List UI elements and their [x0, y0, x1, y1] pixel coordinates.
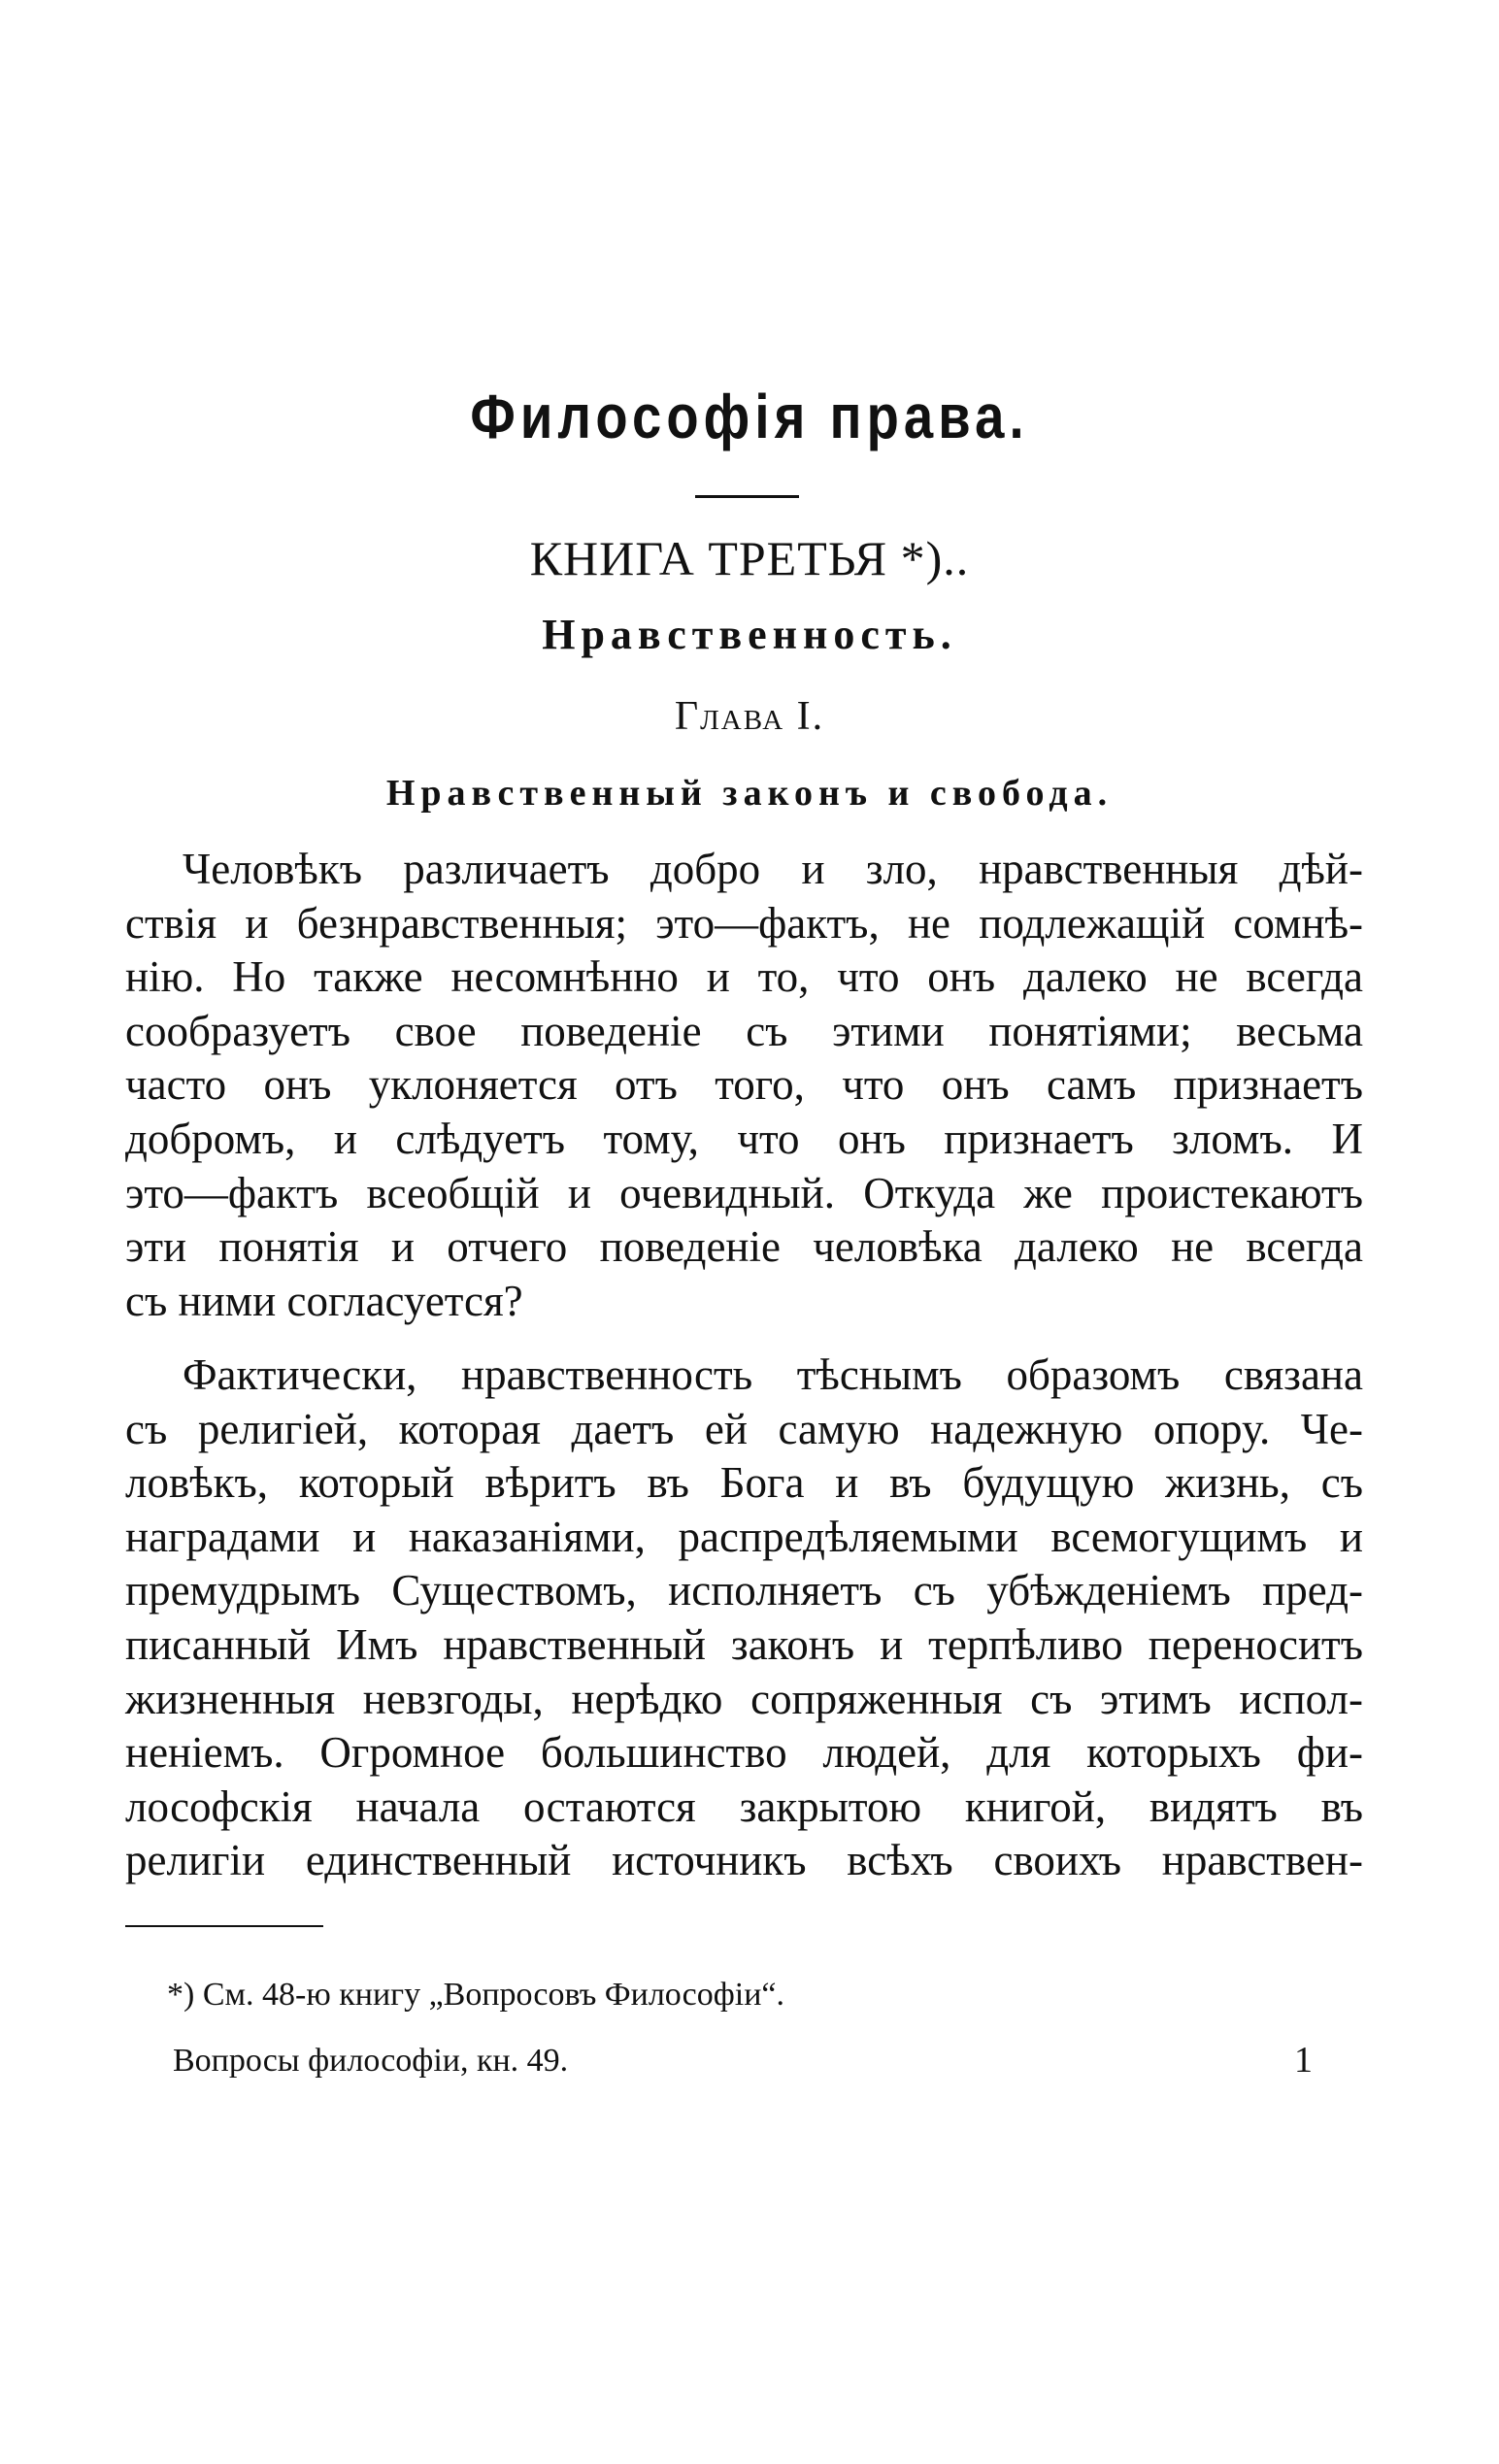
part-heading: Нравственность. — [542, 611, 957, 658]
paragraph-1 — [125, 843, 1363, 1328]
chapter-heading: Глава I. — [674, 694, 825, 739]
text-line: ствія и безнравственныя; это—фактъ, не подлежащій сомнѣ- — [125, 898, 1363, 948]
text-line: неніемъ. Огромное большинство людей, для которыхъ фи- — [125, 1728, 1363, 1778]
text-line: добромъ, и слѣдуетъ тому, что онъ признаетъ зломъ. И — [125, 1114, 1363, 1163]
text-line: Фактически, нравственность тѣснымъ образомъ связана — [183, 1350, 1363, 1399]
signature-mark: Вопросы философіи, кн. 49. — [173, 2043, 569, 2079]
text-line: наградами и наказаніями, распредѣляемыми всемогущимъ и — [125, 1512, 1363, 1561]
section-heading: Нравственный законъ и свобода. — [385, 773, 1114, 814]
text-line: премудрымъ Существомъ, исполняетъ съ убѣжденіемъ пред- — [125, 1566, 1363, 1615]
text-line: Человѣкъ различаетъ добро и зло, нравственныя дѣй- — [183, 845, 1363, 893]
text-line: часто онъ уклоняется отъ того, что онъ самъ признаетъ — [125, 1060, 1363, 1110]
text-line: сообразуетъ свое поведеніе съ этими понятіями; весьма — [125, 1006, 1363, 1055]
footnote: *) См. 48-ю книгу „Вопросовъ Философіи“. — [167, 1977, 785, 2013]
book-heading: КНИГА ТРЕТЬЯ *).. — [529, 531, 970, 585]
footnote-divider — [125, 1925, 323, 1927]
page-title: Философія права. — [470, 382, 1029, 451]
text-line: писанный Имъ нравственный законъ и терпѣливо переноситъ — [125, 1619, 1363, 1669]
paragraph-2 — [125, 1349, 1363, 1888]
text-line: ловѣкъ, который вѣритъ въ Бога и въ будущую жизнь, съ — [125, 1458, 1363, 1508]
text-line: лософскія начала остаются закрытою книгой, видятъ въ — [125, 1781, 1363, 1831]
title-divider — [695, 495, 799, 498]
text-line: жизненныя невзгоды, нерѣдко сопряженныя съ этимъ испол- — [125, 1674, 1363, 1723]
text-line: нію. Но также несомнѣнно и то, что онъ далеко не всегда — [125, 952, 1363, 1002]
text-line: религіи единственный источникъ всѣхъ своихъ нравствен- — [125, 1836, 1363, 1885]
text-line: съ религіей, которая даетъ ей самую надежную опору. Че- — [125, 1404, 1363, 1453]
text-line: это—фактъ всеобщій и очевидный. Откуда же проистекаютъ — [125, 1168, 1363, 1217]
text-line: съ ними согласуется? — [125, 1276, 523, 1325]
page-number: 1 — [1294, 2040, 1313, 2081]
text-line: эти понятія и отчего поведеніе человѣка далеко не всегда — [125, 1222, 1363, 1272]
